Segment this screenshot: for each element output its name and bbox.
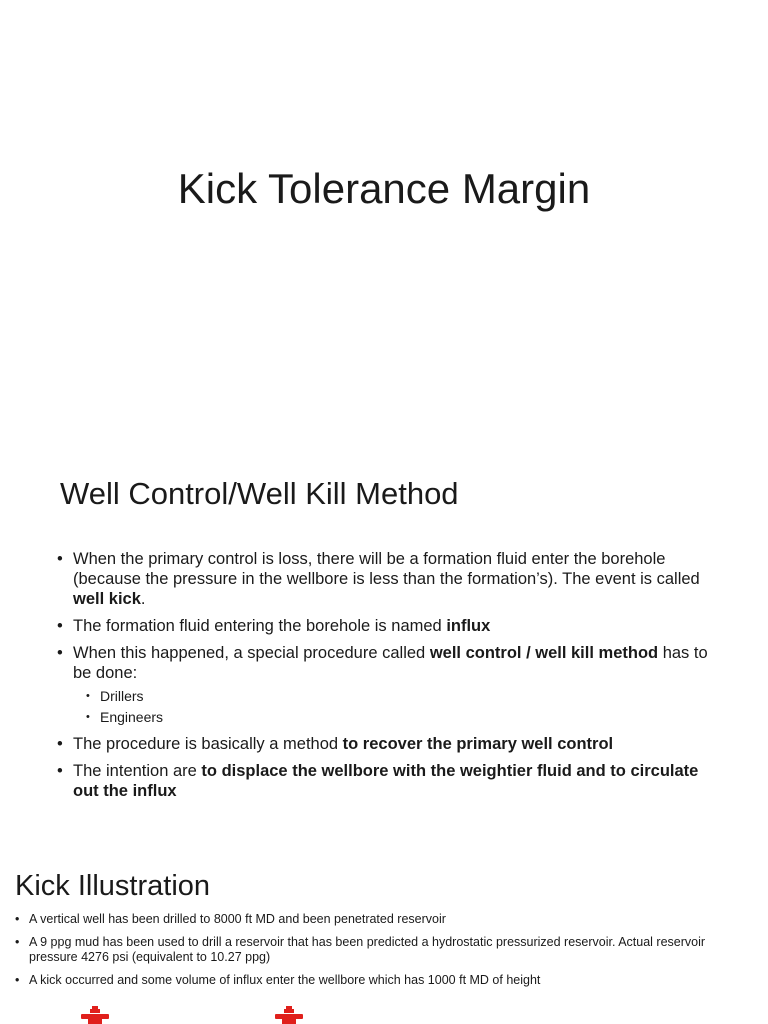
bullet-list [15, 912, 735, 996]
sub-bullet-item: • Engineers [86, 707, 717, 728]
bullet-text-after: has to be done: [73, 644, 708, 682]
bullet-bold-text: to recover the primary well control [342, 735, 614, 753]
bullet-text-after: . [140, 590, 146, 608]
bullet-item [57, 734, 717, 754]
bullet-item [57, 549, 717, 609]
bullet-list [57, 549, 717, 808]
bullet-text: The formation fluid entering the borehole is named [73, 617, 447, 635]
bullet-text: When the primary control is loss, there will be a formation fluid enter the borehole (because the pressure in the wellbore is less than the formation’s). The event is called [73, 550, 700, 588]
bullet-item: • A 9 ppg mud has been used to drill a reservoir that has been predicted a hydrostatic pressurized reservoir. Actual reservoir pressure 4276 psi (equivalent to 10.27 ppg) [15, 935, 735, 965]
slide-title-page [0, 0, 768, 432]
bullet-text: The intention are [73, 762, 202, 780]
sub-bullet-item: • Drillers [86, 686, 717, 707]
bullet-item: • A kick occurred and some volume of influx enter the wellbore which has 1000 ft MD of height [15, 973, 735, 988]
slide-well-control [0, 432, 768, 842]
valve-icon [274, 1006, 304, 1024]
bullet-item [57, 616, 717, 636]
bullet-item [57, 761, 717, 801]
slide-heading: Kick Illustration [15, 870, 211, 902]
slide-kick-illustration [0, 842, 768, 1024]
bullet-text: The procedure is basically a method [73, 735, 343, 753]
page-title: Kick Tolerance Margin [177, 165, 591, 212]
bullet-bold-text: well control / well kill method [429, 644, 659, 662]
bullet-text: When this happened, a special procedure called [73, 644, 430, 662]
bullet-item: • A vertical well has been drilled to 8000 ft MD and been penetrated reservoir [15, 912, 735, 927]
bullet-bold-text: influx [446, 617, 491, 635]
bullet-bold-text: to displace the wellbore with the weightier fluid and to circulate out the influx [73, 762, 699, 800]
sub-bullet-list [73, 686, 717, 728]
slide-heading: Well Control/Well Kill Method [60, 476, 459, 511]
bullet-item [57, 643, 717, 728]
bullet-bold-text: well kick [73, 590, 141, 608]
valve-icon [80, 1006, 110, 1024]
